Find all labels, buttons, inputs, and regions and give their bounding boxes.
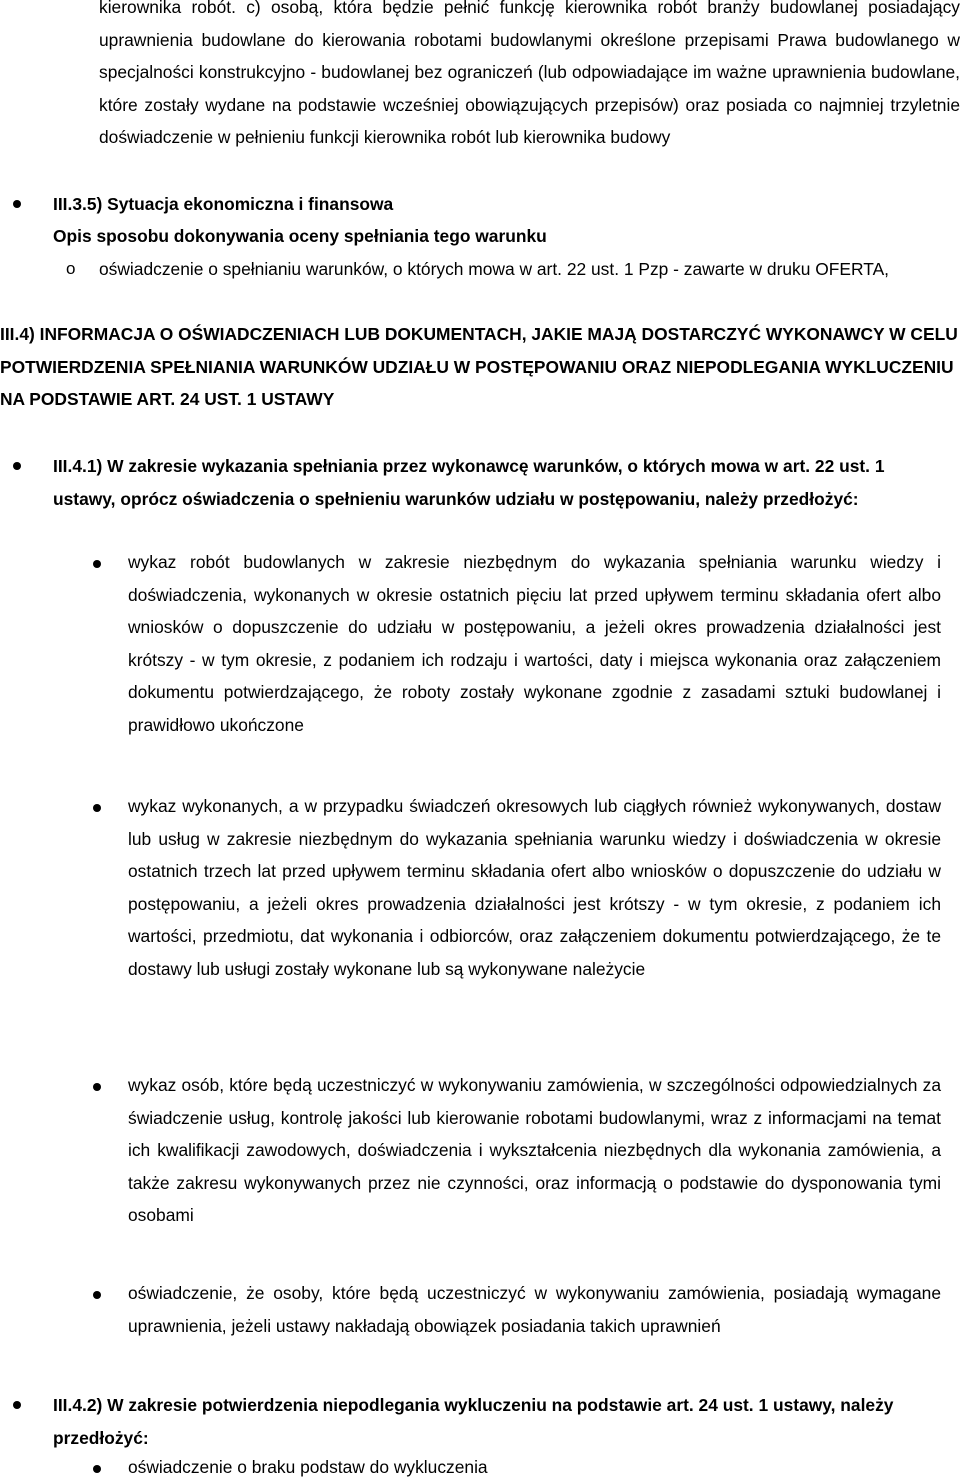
bullet-icon — [93, 1083, 101, 1091]
section-subheading-335: Opis sposobu dokonywania oceny spełniania tego warunku — [53, 226, 547, 246]
list-item: oświadczenie, że osoby, które będą uczestniczyć w wykonywaniu zamówienia, posiadają wymagane uprawnienia, jeżeli ustawy nakładają obowiązek posiadania takich uprawnień — [128, 1283, 941, 1336]
bullet-icon — [13, 200, 21, 208]
section-heading-342: III.4.2) W zakresie potwierdzenia niepodlegania wykluczeniu na podstawie art. 24 ust. 1 ustawy, należy przedłożyć: — [53, 1395, 894, 1448]
intro-paragraph: kierownika robót. c) osobą, która będzie pełnić funkcję kierownika robót branży budowlanej posiadający uprawnienia budowlane do kierowania robotami budowlanymi określone przepisami Prawa budowlanego w specjalności konstrukcyjno - budowlanej bez ograniczeń (lub odpowiadające im ważne uprawnienia budowlane, które zostały wydane na podstawie wcześniej obowiązujących przepisów) oraz posiada co najmniej trzyletnie doświadczenie w pełnieniu funkcji kierownika robót lub kierownika budowy — [99, 0, 960, 148]
bullet-icon — [93, 1465, 101, 1473]
section-heading-34: III.4) INFORMACJA O OŚWIADCZENIACH LUB DOKUMENTACH, JAKIE MAJĄ DOSTARCZYĆ WYKONAWCY W CELU POTWIERDZENIA SPEŁNIANIA WARUNKÓW UDZIAŁU W POSTĘPOWANIU ORAZ NIEPODLEGANIA WYKLUCZENIU NA PODSTAWIE ART. 24 UST. 1 USTAWY — [0, 324, 958, 410]
section-heading-335: III.3.5) Sytuacja ekonomiczna i finansowa — [53, 194, 394, 214]
bullet-icon — [13, 462, 21, 470]
bullet-icon — [93, 560, 101, 568]
list-item: wykaz wykonanych, a w przypadku świadczeń okresowych lub ciągłych również wykonywanych, dostaw lub usług w zakresie niezbędnym do wykazania spełniania warunku wiedzy i doświadczenia w okresie ostatnich trzech lat przed upływem terminu składania ofert albo wniosków o dopuszczenie do udziału w postępowaniu, a jeżeli okres prowadzenia działalności jest krótszy - w tym okresie, z podaniem ich wartości, przedmiotu, dat wykonania i odbiorców, oraz załączeniem dokumentu potwierdzającego, że te dostawy lub usługi zostały wykonane lub są wykonywane należycie — [128, 796, 941, 979]
list-item: oświadczenie o spełnianiu warunków, o których mowa w art. 22 ust. 1 Pzp - zawarte w druku OFERTA, — [99, 259, 890, 279]
list-item: wykaz robót budowlanych w zakresie niezbędnym do wykazania spełniania warunku wiedzy i doświadczenia, wykonanych w okresie ostatnich pięciu lat przed upływem terminu składania ofert albo wniosków o dopuszczenie do udziału w postępowaniu, a jeżeli okres prowadzenia działalności jest krótszy - w tym okresie, z podaniem ich rodzaju i wartości, daty i miejsca wykonania oraz załączeniem dokumentu potwierdzającego, że roboty zostały wykonane zgodnie z zasadami sztuki budowlanej i prawidłowo ukończone — [128, 552, 941, 735]
list-item: oświadczenie o braku podstaw do wykluczenia — [128, 1457, 488, 1477]
bullet-icon — [93, 1291, 101, 1299]
bullet-icon — [13, 1401, 21, 1409]
section-heading-341: III.4.1) W zakresie wykazania spełniania przez wykonawcę warunków, o których mowa w art. 22 ust. 1 ustawy, oprócz oświadczenia o spełnieniu warunków udziału w postępowaniu, należy przedłożyć: — [53, 456, 885, 509]
bullet-icon — [93, 804, 101, 812]
list-item: wykaz osób, które będą uczestniczyć w wykonywaniu zamówienia, w szczególności odpowiedzialnych za świadczenie usług, kontrolę jakości lub kierowanie robotami budowlanymi, wraz z informacjami na temat ich kwalifikacji zawodowych, doświadczenia i wykształcenia niezbędnych dla wykonania zamówienia, a także zakresu wykonywanych przez nie czynności, oraz informacją o podstawie do dysponowania tymi osobami — [128, 1075, 941, 1226]
circle-bullet-icon: o — [66, 259, 76, 278]
